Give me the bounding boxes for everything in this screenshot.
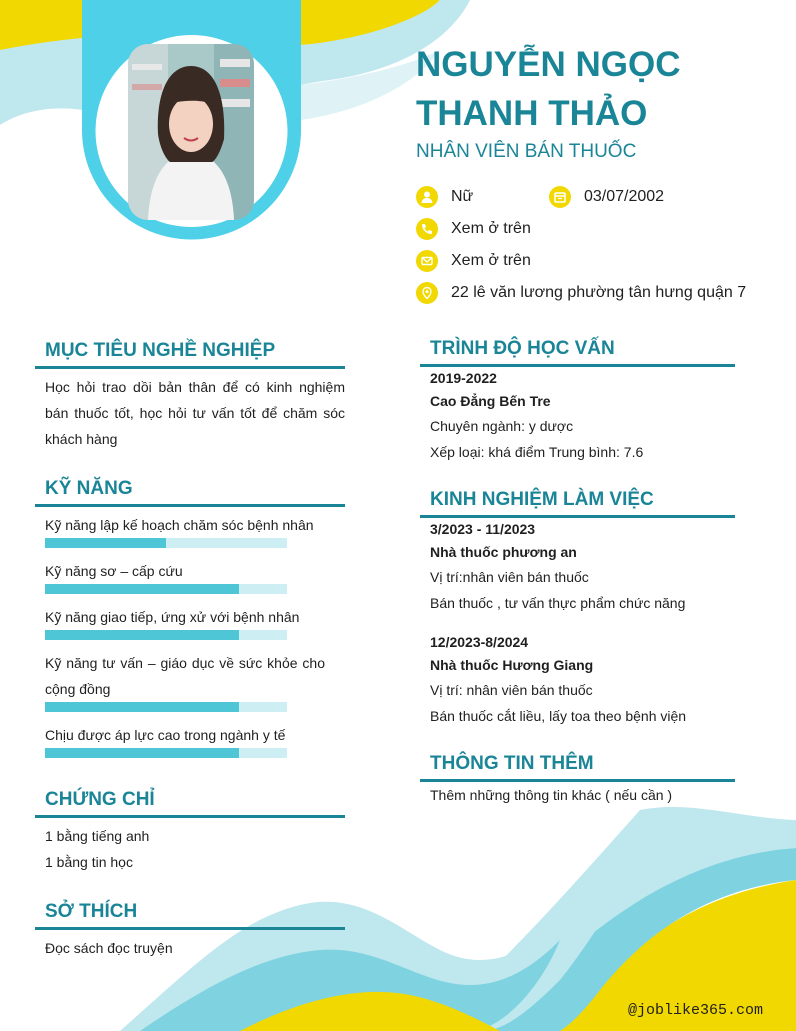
- skill-label: Kỹ năng lập kế hoạch chăm sóc bệnh nhân: [45, 517, 314, 533]
- experience-heading: KINH NGHIỆM LÀM VIỆC: [430, 489, 654, 510]
- job-description: Bán thuốc cắt liều, lấy toa theo bệnh viện: [430, 708, 687, 724]
- job-description: Bán thuốc , tư vấn thực phẩm chức năng: [430, 595, 686, 611]
- objective-text: Học hỏi trao dồi bản thân để có kinh nghiệm bán thuốc tốt, học hỏi tư vấn tốt để chăm sóc khách hàng: [45, 379, 345, 447]
- address-value: 22 lê văn lương phường tân hưng quận 7: [451, 284, 747, 301]
- skills-heading: KỸ NĂNG: [45, 478, 133, 499]
- skill-bar: [45, 538, 287, 548]
- skill-label: Chịu được áp lực cao trong ngành y tế: [45, 727, 286, 743]
- address-row: [416, 282, 746, 304]
- skill-bar-fill: [45, 538, 166, 548]
- calendar-icon: [549, 186, 571, 208]
- job-position: Vị trí: nhân viên bán thuốc: [430, 682, 593, 698]
- skill-bar-fill: [45, 748, 239, 758]
- hobbies-heading: SỞ THÍCH: [45, 901, 138, 922]
- certificates-heading: CHỨNG CHỈ: [45, 789, 155, 810]
- phone-row: [416, 218, 531, 240]
- job-period: 12/2023-8/2024: [430, 634, 529, 650]
- certificates-divider: [35, 815, 345, 818]
- job-position: Vị trí:nhân viên bán thuốc: [430, 569, 589, 585]
- skill-label: Kỹ năng tư vấn – giáo dục về sức khỏe cho cộng đồng: [45, 655, 325, 697]
- hobbies-text: Đọc sách đọc truyện: [45, 940, 173, 956]
- email-icon: [416, 250, 438, 272]
- phone-icon: [416, 218, 438, 240]
- birthday-row: [549, 186, 664, 208]
- phone-value: Xem ở trên: [451, 220, 531, 237]
- person-icon: [416, 186, 438, 208]
- skill-bar-fill: [45, 584, 239, 594]
- email-value: Xem ở trên: [451, 252, 531, 269]
- job-period: 3/2023 - 11/2023: [430, 521, 536, 537]
- gender-value: Nữ: [451, 188, 474, 205]
- education-heading: TRÌNH ĐỘ HỌC VẤN: [430, 338, 615, 359]
- footer-credit: @joblike365.com: [628, 1002, 764, 1019]
- hobbies-divider: [35, 927, 345, 930]
- job-company: Nhà thuốc phương an: [430, 544, 577, 560]
- education-grade: Xếp loại: khá điểm Trung bình: 7.6: [430, 444, 644, 460]
- skill-label: Kỹ năng giao tiếp, ứng xử với bệnh nhân: [45, 609, 300, 625]
- skill-bar: [45, 748, 287, 758]
- avatar: [128, 44, 254, 220]
- skill-bar: [45, 630, 287, 640]
- location-pin-icon: [416, 282, 438, 304]
- skills-divider: [35, 504, 345, 507]
- objective-heading: MỤC TIÊU NGHỀ NGHIỆP: [45, 340, 276, 361]
- skill-bar: [45, 584, 287, 594]
- education-period: 2019-2022: [430, 370, 497, 386]
- education-school: Cao Đẳng Bến Tre: [430, 393, 551, 409]
- education-major: Chuyên ngành: y dược: [430, 418, 574, 434]
- objective-divider: [35, 366, 345, 369]
- certificate-item: 1 bằng tin học: [45, 854, 133, 870]
- candidate-name: [416, 40, 776, 138]
- name-line-2: THANH THẢO: [416, 94, 648, 133]
- job-company: Nhà thuốc Hương Giang: [430, 657, 594, 673]
- extra-heading: THÔNG TIN THÊM: [430, 753, 594, 774]
- birthday-value: 03/07/2002: [584, 188, 665, 205]
- job-title: NHÂN VIÊN BÁN THUỐC: [416, 141, 637, 162]
- email-row: [416, 250, 531, 272]
- extra-text: Thêm những thông tin khác ( nếu cần ): [430, 787, 673, 803]
- name-line-1: NGUYỄN NGỌC: [416, 45, 681, 84]
- certificate-item: 1 bằng tiếng anh: [45, 828, 150, 844]
- gender-row: [416, 186, 473, 208]
- skill-bar: [45, 702, 287, 712]
- skill-bar-fill: [45, 630, 239, 640]
- skill-bar-fill: [45, 702, 239, 712]
- skill-label: Kỹ năng sơ – cấp cứu: [45, 563, 183, 579]
